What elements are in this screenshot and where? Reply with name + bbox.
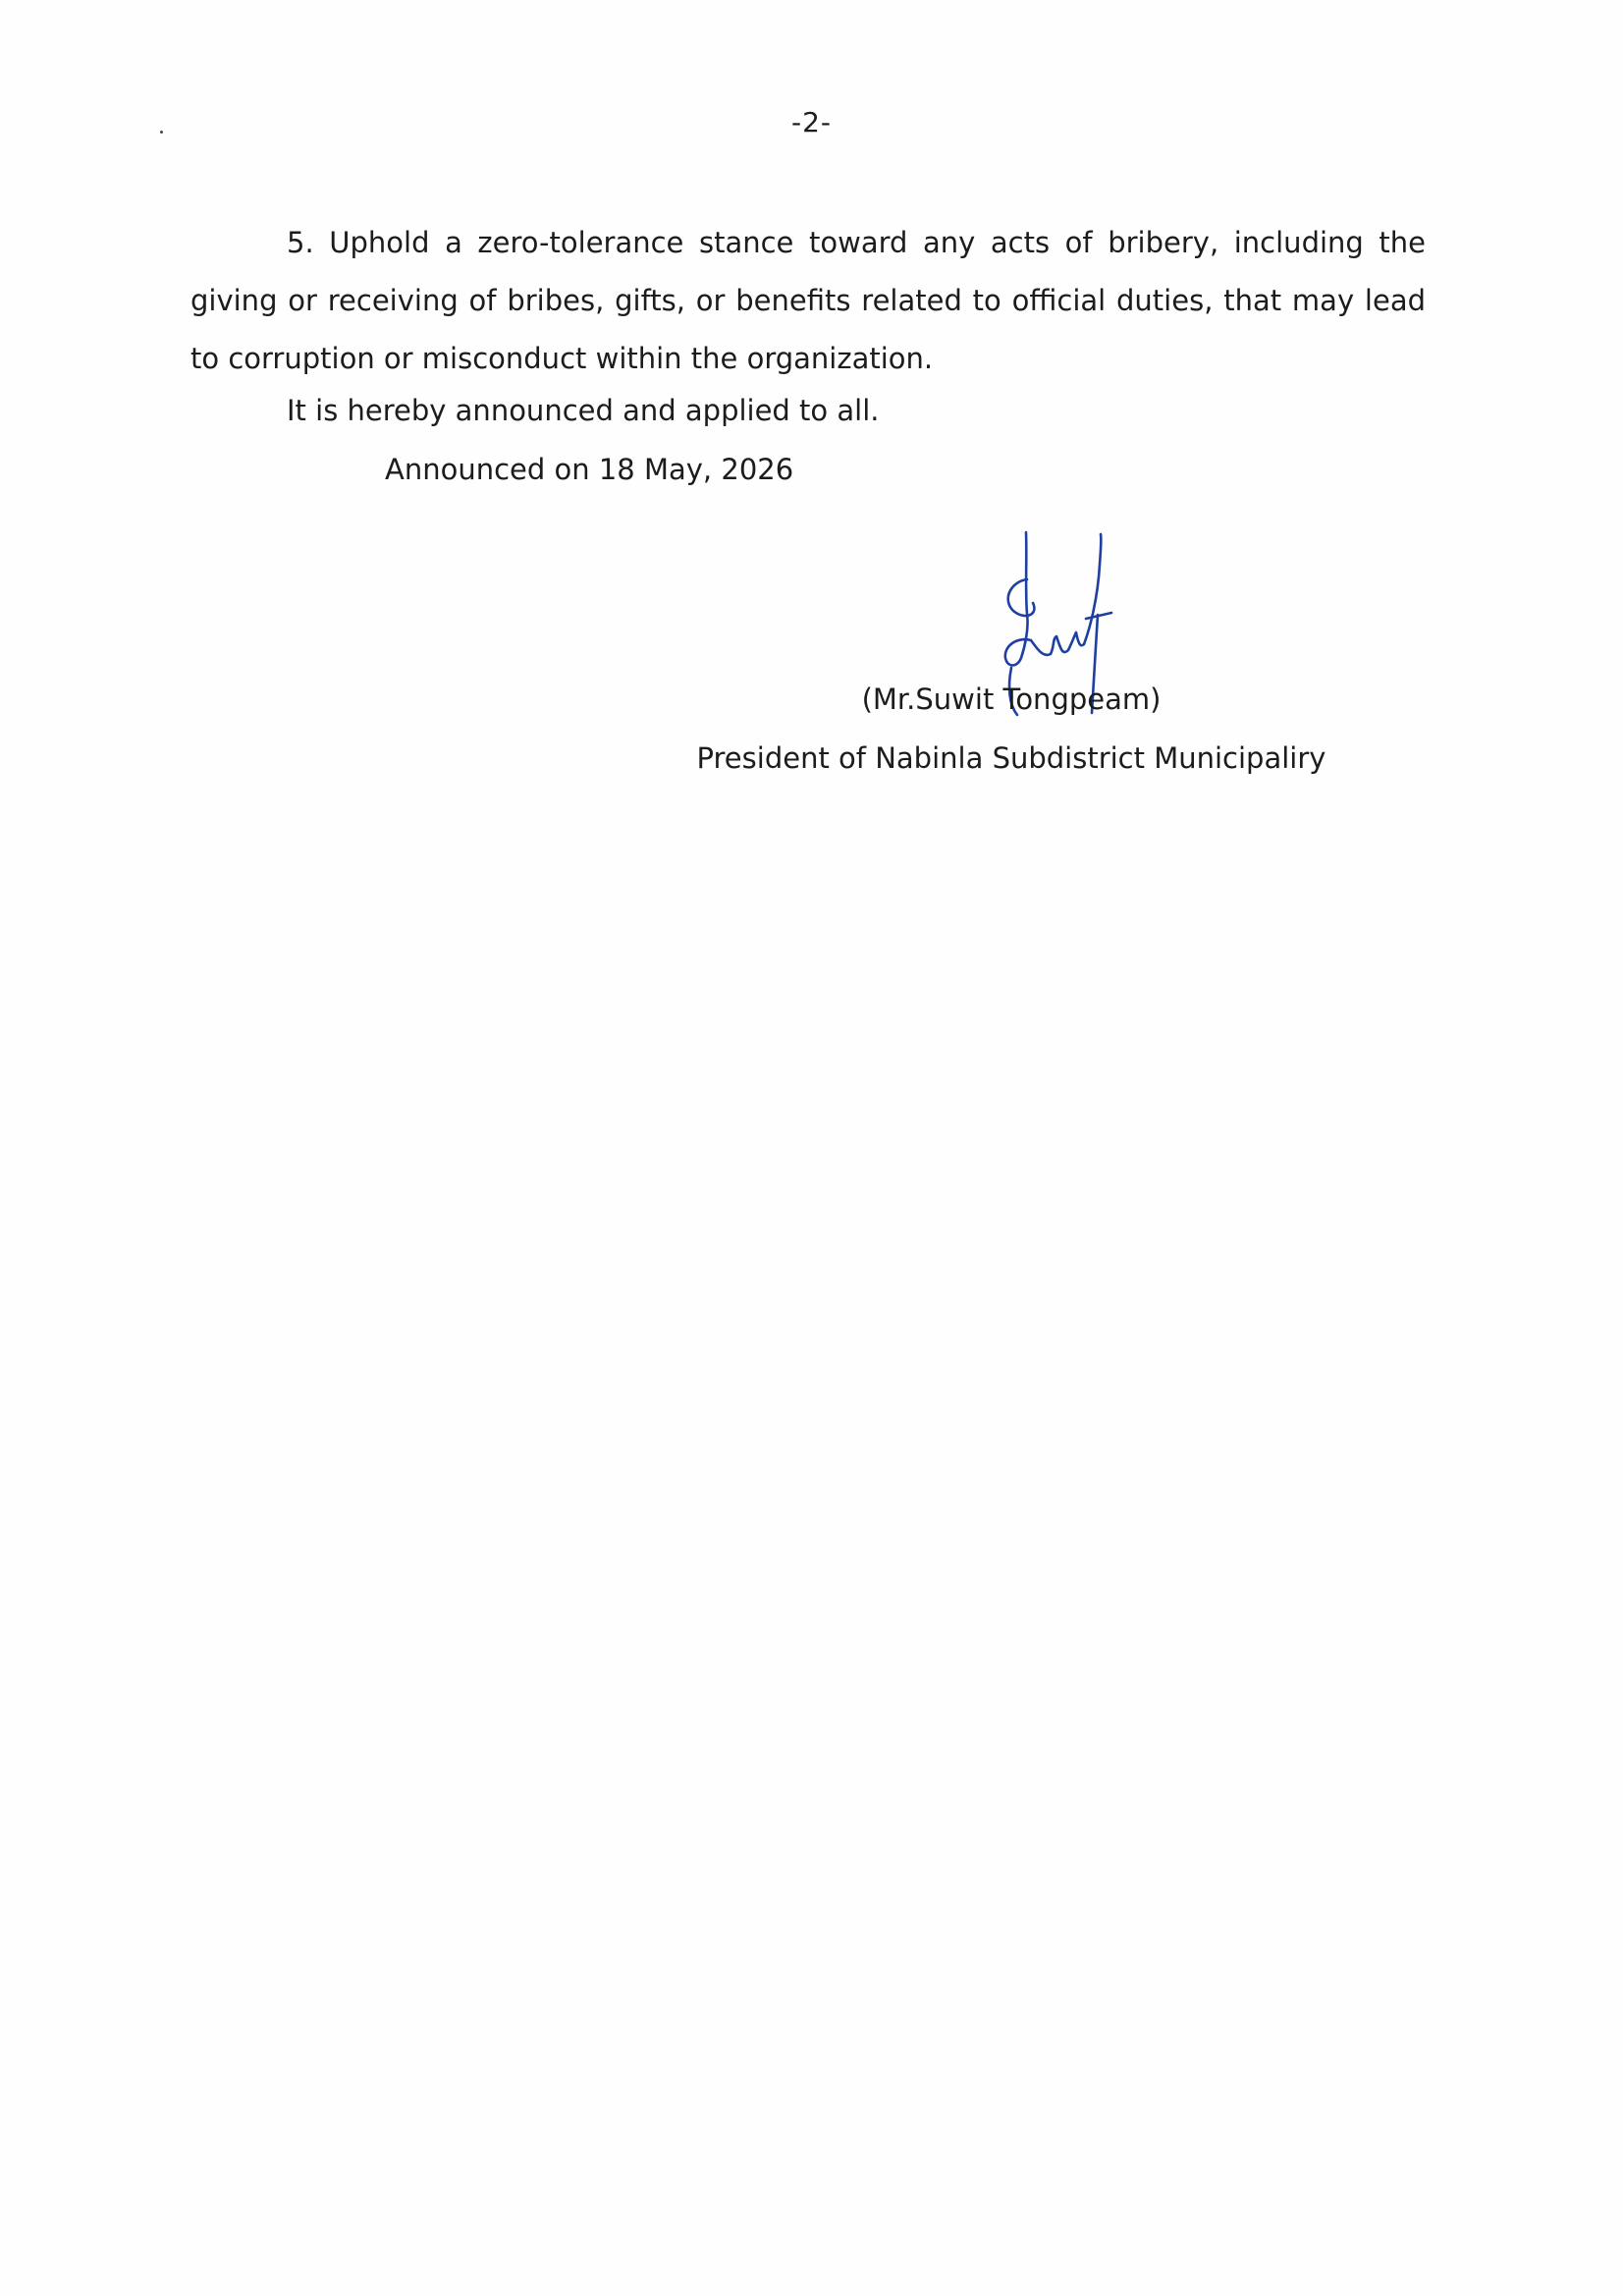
- signer-title: President of Nabinla Subdistrict Municipaliry: [696, 741, 1326, 775]
- clause-5-paragraph: 5. Uphold a zero-tolerance stance toward any acts of bribery, including the giving or receiving of bribes, gifts, or benefits related to official duties, that may lead to corruption or misconduct within the organization.: [190, 226, 1426, 375]
- page-number: -2-: [790, 106, 833, 138]
- scan-speck: [160, 131, 163, 134]
- announcement-date: Announced on 18 May, 2026: [385, 453, 794, 486]
- announcement-line: It is hereby announced and applied to all.: [287, 394, 880, 427]
- signer-name: (Mr.Suwit Tongpeam): [861, 683, 1162, 716]
